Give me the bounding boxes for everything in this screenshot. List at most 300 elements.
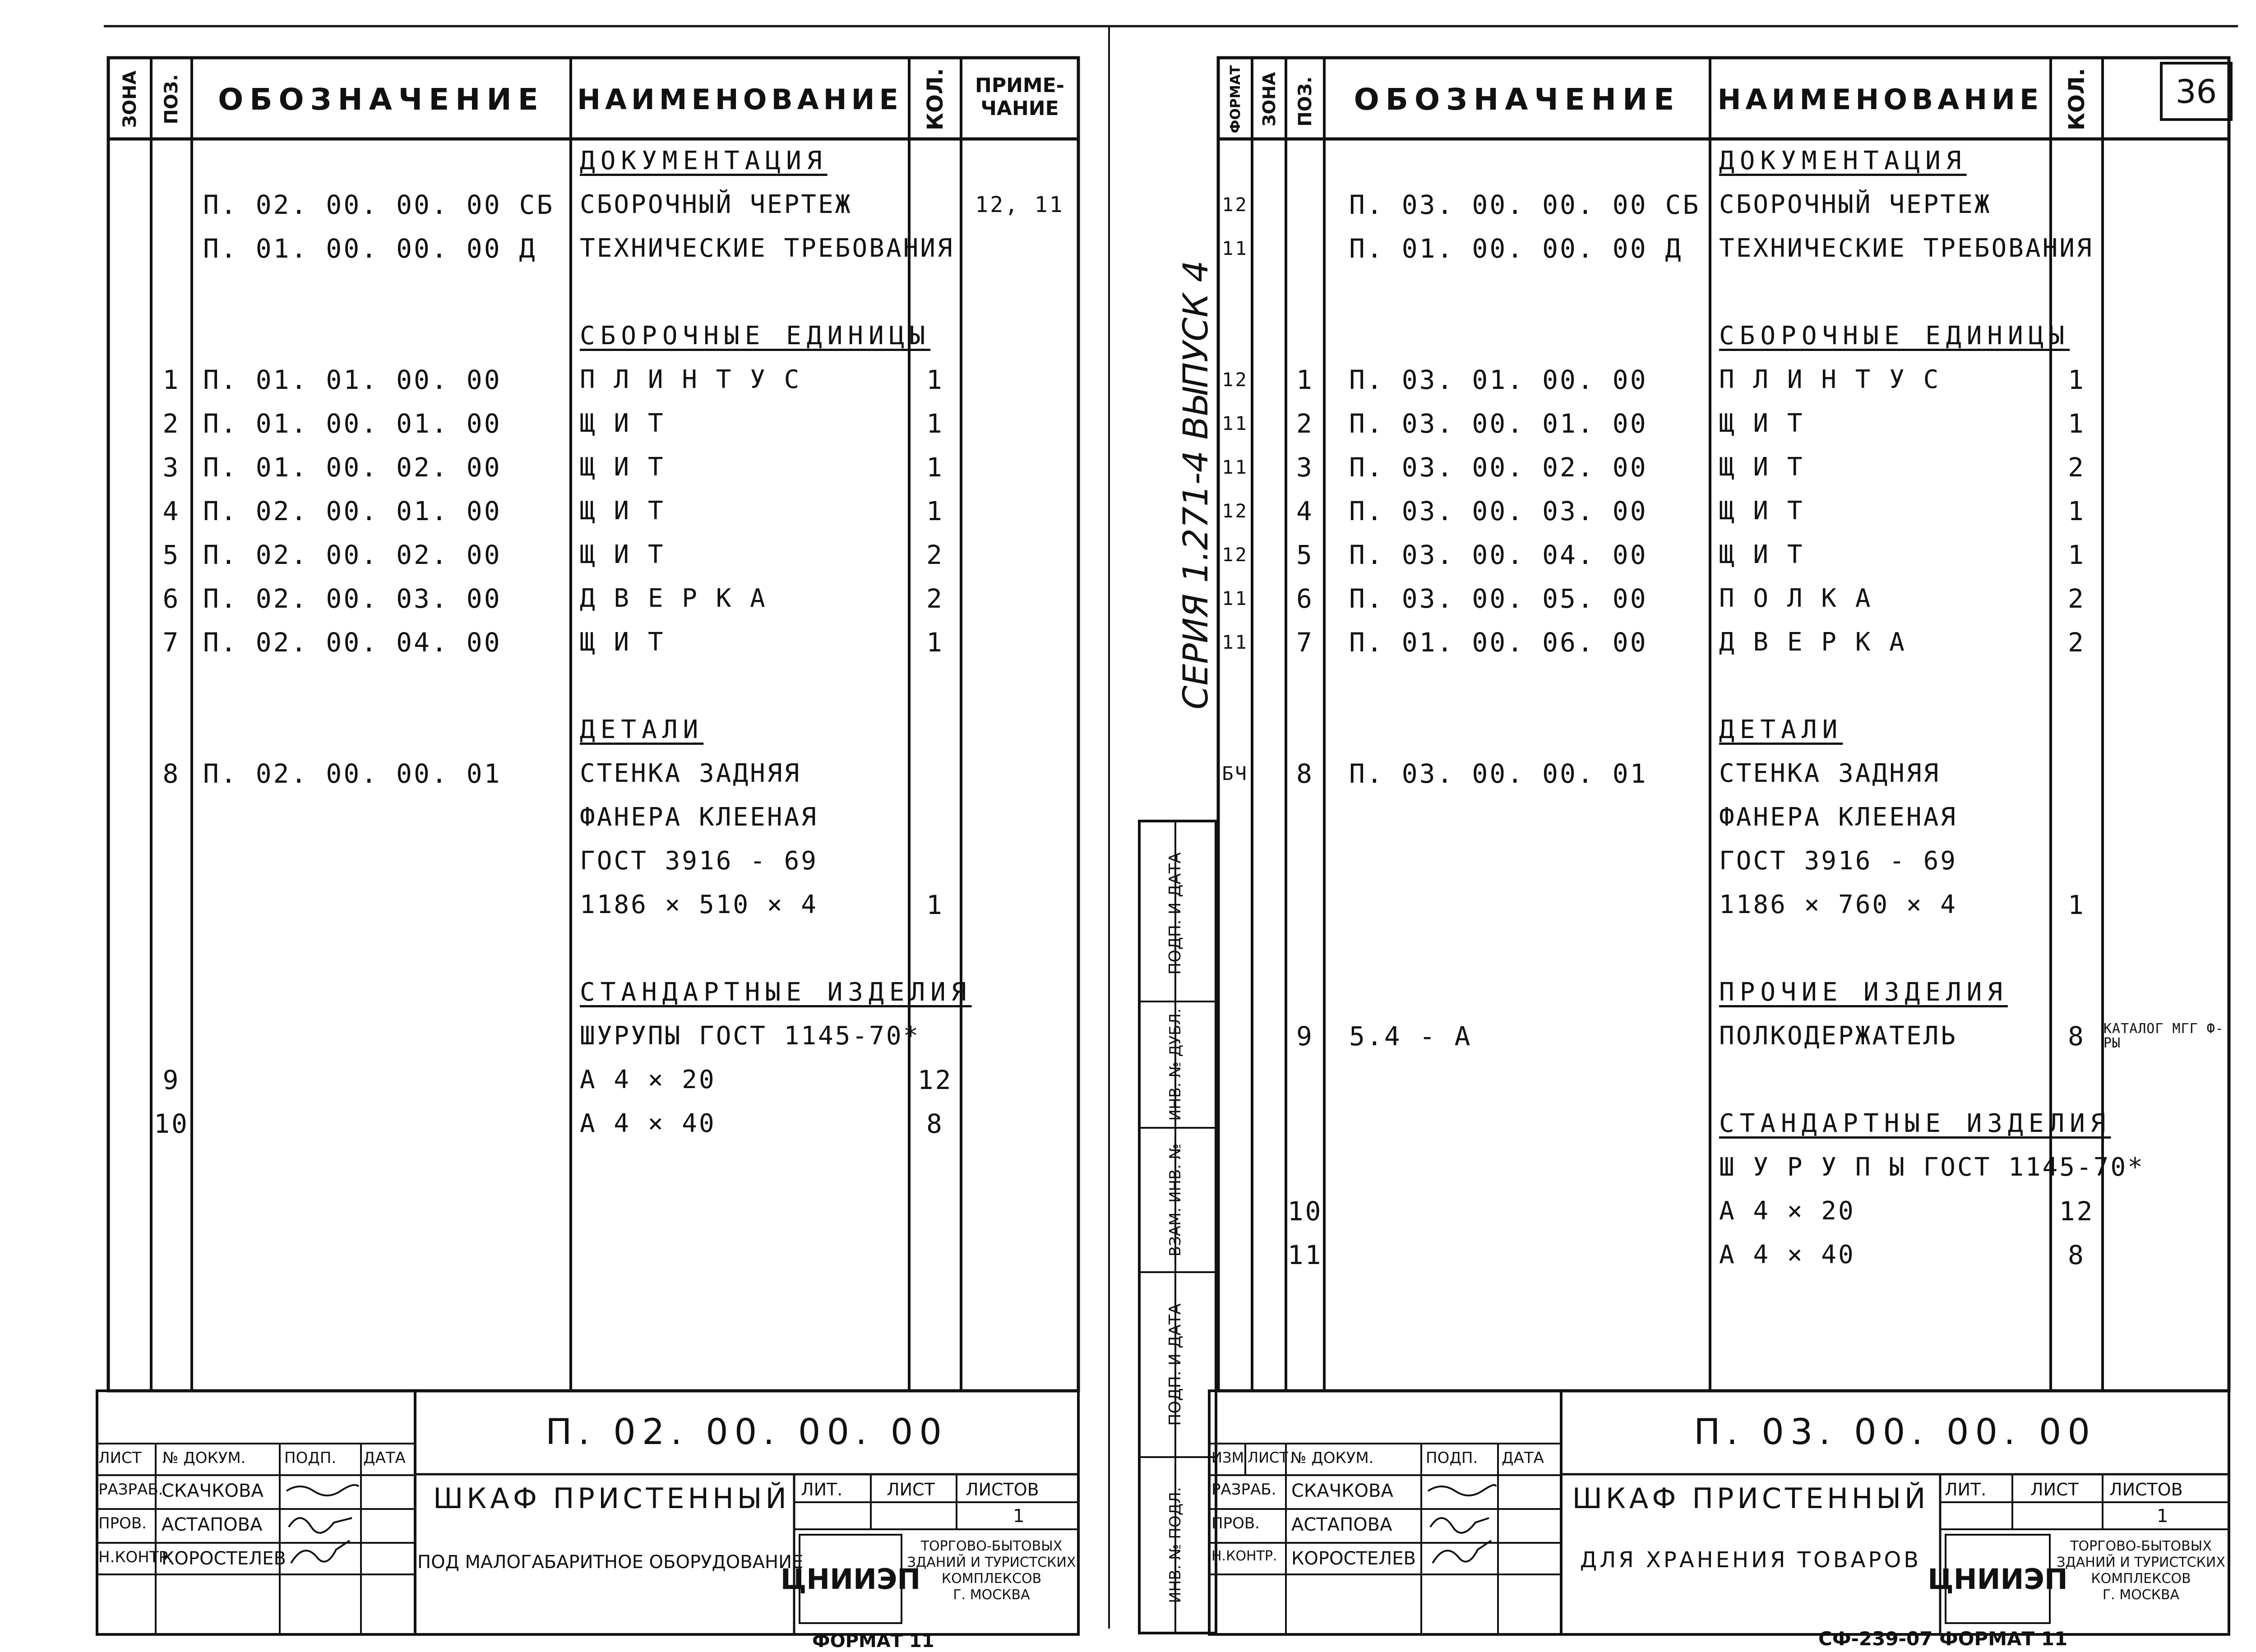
table-row [0,1014,2256,1058]
cell-name: Д В Е Р К А [580,584,767,613]
cell-qty [2051,1058,2103,1102]
cell-pos [1286,226,1324,270]
cell-qty: 1 [926,408,944,439]
cell-name: П Л И Н Т У С [1719,365,1941,394]
cell-fmt [1218,708,1252,752]
cell-note [2103,1233,2228,1277]
left-subtitle: ПОД МАЛОГАБАРИТНОЕ ОБОРУДОВАНИЕ [417,1552,804,1573]
cell-qty [2051,795,2103,839]
cell-des [1349,664,1706,708]
cell-fmt [1218,314,1252,358]
cell-fmt: 11 [1222,412,1248,434]
left-sheets-value: 1 [1013,1506,1025,1527]
right-subtitle: ДЛЯ ХРАНЕНИЯ ТОВАРОВ [1580,1547,1922,1573]
right-org-line-3: КОМПЛЕКСОВ [2091,1571,2191,1587]
cell-des: П. 01. 00. 06. 00 [1349,627,1648,658]
cell-note [2103,839,2228,883]
header-name-right: НАИМЕНОВАНИЕ [1717,83,2043,116]
cell-fmt [1218,1189,1252,1233]
cell-fmt [1218,839,1252,883]
cell-des [1349,1233,1706,1277]
right-signatures [1424,1477,1496,1577]
left-role-2: ПРОВ. [98,1514,147,1532]
header-pos-right: ПОЗ. [1295,76,1316,127]
table-row [0,752,2256,795]
cell-qty [2051,752,2103,795]
left-org-line-3: КОМПЛЕКСОВ [941,1571,1042,1587]
stamp-inv-podl: ИНВ. № ПОДЛ. [1166,1487,1184,1603]
cell-qty: 1 [2068,495,2085,526]
cell-qty: 1 [2068,364,2085,395]
right-h-date: ДАТА [1502,1449,1544,1467]
left-format: ФОРМАТ 11 [812,1631,934,1652]
cell-pos [1286,795,1324,839]
left-name-3: КОРОСТЕЛЕВ [162,1548,286,1569]
cell-des: П. 02. 00. 04. 00 [203,627,502,658]
cell-name: А 4 × 40 [580,1109,716,1138]
right-lit: ЛИТ. [1945,1480,1987,1500]
cell-pos: 2 [1296,408,1314,439]
cell-note [2103,664,2228,708]
right-name-1: СКАЧКОВА [1291,1481,1393,1501]
table-row [0,358,2256,401]
cell-pos: 10 [1287,1195,1323,1227]
cell-name: П Л И Н Т У С [580,365,801,394]
cell-name: СТЕНКА ЗАДНЯЯ [580,759,801,788]
cell-name: А 4 × 20 [580,1065,716,1094]
cell-name: СТЕНКА ЗАДНЯЯ [1719,759,1941,788]
cell-pos: 3 [1296,452,1314,483]
cell-fmt [1218,883,1252,927]
table-row [0,795,2256,839]
cell-fmt [1218,1145,1252,1189]
header-qty-right: КОЛ. [2064,68,2090,131]
header-zone: ЗОНА [120,70,140,128]
cell-note [2103,620,2228,664]
cell-name: ТЕХНИЧЕСКИЕ ТРЕБОВАНИЯ [1719,234,2094,263]
cell-des [1349,1145,1706,1189]
cell-des [1349,839,1706,883]
cell-qty [2051,708,2103,752]
left-doc-code: П. 02. 00. 00. 00 [545,1412,948,1453]
cell-pos [1286,664,1324,708]
cell-des: П. 03. 00. 05. 00 [1349,583,1648,614]
cell-name: СТАНДАРТНЫЕ ИЗДЕЛИЯ [580,978,972,1007]
cell-name: СТАНДАРТНЫЕ ИЗДЕЛИЯ [1719,1109,2111,1138]
cell-qty: 8 [2068,1239,2085,1270]
left-name-2: АСТАПОВА [162,1514,263,1535]
table-row [0,1102,2256,1145]
cell-name: Щ И Т [1719,409,1804,438]
cell-note [2103,927,2228,970]
table-row [0,708,2256,752]
header-pos: ПОЗ. [161,74,182,125]
cell-note [2103,795,2228,839]
right-role-2: ПРОВ. [1211,1514,1260,1532]
header-name: НАИМЕНОВАНИЕ [577,83,903,116]
cell-qty: 1 [2068,408,2085,439]
right-org-line-1: ТОРГОВО-БЫТОВЫХ [2070,1538,2212,1554]
cell-pos: 3 [162,452,180,483]
stamp-vzam-inv: ВЗАМ. ИНВ. № [1166,1143,1184,1257]
cell-note [2103,1145,2228,1189]
cell-pos [1286,1102,1324,1145]
cell-fmt [1218,270,1252,314]
table-row [0,577,2256,620]
cell-des: П. 02. 00. 03. 00 [203,583,502,614]
cell-pos [1286,314,1324,358]
cell-pos: 4 [1296,495,1314,526]
cell-name [1719,270,2051,314]
header-qty: КОЛ. [923,68,948,131]
right-name-2: АСТАПОВА [1291,1514,1392,1535]
table-row [0,489,2256,533]
cell-pos: 4 [162,495,180,526]
left-org-text [907,1538,1076,1603]
cell-qty: 2 [926,539,944,570]
right-sheets: ЛИСТОВ [2109,1480,2183,1500]
cell-name [1719,664,2051,708]
right-h-list: ЛИСТ [1248,1449,1288,1466]
page-number: 36 [2175,72,2217,111]
cell-qty: 12 [2059,1195,2094,1227]
left-role-3: Н.КОНТР. [98,1548,173,1566]
cell-qty [2051,183,2103,226]
cell-fmt: 11 [1222,456,1248,478]
cell-pos: 5 [162,539,180,570]
right-role-3: Н.КОНТР. [1211,1548,1277,1564]
cell-name: СБОРОЧНЫЙ ЧЕРТЕЖ [1719,190,1992,219]
stamp-sign-date-2: ПОДП. И ДАТА [1166,1303,1184,1426]
cell-note [2103,270,2228,314]
cell-des: П. 01. 01. 00. 00 [203,364,502,395]
cell-pos: 2 [162,408,180,439]
cell-name: Щ И Т [1719,452,1804,482]
stamp-inv-dubl: ИНВ. № ДУБЛ. [1166,1008,1184,1121]
cell-fmt: БЧ [1222,762,1248,784]
left-h-sign: ПОДП. [284,1449,337,1467]
cell-des [1349,139,1706,183]
cell-fmt: 11 [1222,631,1248,653]
header-note-line1: ПРИМЕ- [975,74,1064,97]
cell-qty: 12 [917,1064,953,1095]
cell-qty [2051,1102,2103,1145]
cell-name: Щ И Т [580,540,665,569]
cell-des [1349,314,1706,358]
cell-des [1349,708,1706,752]
right-h-izm: ИЗМ [1211,1449,1244,1466]
cell-name [1719,927,2051,970]
cell-qty: 2 [2068,627,2085,658]
stamp-sign-date-1: ПОДП. И ДАТА [1166,852,1184,975]
right-org-line-4: Г. МОСКВА [2102,1587,2180,1603]
cell-des: П. 02. 00. 02. 00 [203,539,502,570]
cell-qty: 1 [926,889,944,920]
cell-pos: 9 [162,1064,180,1095]
left-org-line-1: ТОРГОВО-БЫТОВЫХ [920,1538,1063,1554]
cell-qty: 2 [2068,452,2085,483]
cell-qty: 8 [926,1108,944,1139]
cell-name: А 4 × 20 [1719,1196,1855,1226]
cell-note [2103,577,2228,620]
cell-fmt: 12 [1222,544,1248,566]
cell-des: П. 03. 00. 00. 01 [1349,758,1648,789]
cell-des: 5.4 - А [1349,1020,1472,1052]
right-title: ШКАФ ПРИСТЕННЫЙ [1572,1482,1929,1515]
cell-name: 1186 × 760 × 4 [1719,890,1958,919]
table-row [0,314,2256,358]
cell-qty: 1 [926,452,944,483]
header-note [961,59,1078,135]
cell-qty: 1 [926,495,944,526]
cell-note [2103,139,2228,183]
cell-pos: 6 [162,583,180,614]
cell-fmt [1218,927,1252,970]
left-h-ndoc: № ДОКУМ. [162,1449,246,1467]
cell-fmt [1218,1014,1252,1058]
cell-qty: 1 [926,627,944,658]
cell-name: П О Л К А [1719,584,1872,613]
table-row [0,445,2256,489]
cell-note [2103,1189,2228,1233]
cell-pos: 9 [1296,1020,1314,1052]
cell-des: П. 01. 00. 00. 00 Д [203,233,537,264]
cell-des [1349,927,1706,970]
cell-pos [1286,1145,1324,1189]
cell-name: 1186 × 510 × 4 [580,890,818,919]
cell-fmt [1218,1058,1252,1102]
cell-fmt: 11 [1222,587,1248,609]
cell-des: П. 03. 00. 03. 00 [1349,495,1648,526]
cell-note [2103,970,2228,1014]
right-h-sign: ПОДП. [1426,1449,1478,1467]
table-row [0,183,2256,226]
cell-name [1719,1058,2051,1102]
cell-name: Ш У Р У П Ы ГОСТ 1145-70* [1719,1153,2145,1182]
right-doc-code: П. 03. 00. 00. 00 [1693,1412,2096,1453]
cell-pos: 10 [154,1108,189,1139]
cell-name: Д В Е Р К А [1719,628,1906,657]
cell-name: ГОСТ 3916 - 69 [580,846,818,876]
left-name-1: СКАЧКОВА [162,1481,264,1501]
cell-name: ФАНЕРА КЛЕЕНАЯ [580,803,818,832]
cell-pos [1286,1058,1324,1102]
cell-name: СБОРОЧНЫЙ ЧЕРТЕЖ [580,190,852,219]
right-org-text [2055,1538,2227,1603]
cell-qty: 1 [2068,539,2085,570]
right-format: СФ-239-07 ФОРМАТ 11 [1818,1628,2068,1650]
cell-des [1349,1058,1706,1102]
cell-pos [1286,270,1324,314]
cell-des: П. 02. 00. 00. 00 СБ [203,189,555,220]
left-title: ШКАФ ПРИСТЕННЫЙ [433,1482,790,1515]
cell-des: П. 02. 00. 01. 00 [203,495,502,526]
left-sheet: ЛИСТ [887,1480,935,1500]
cell-qty: 1 [926,364,944,395]
cell-des [1349,270,1706,314]
left-org-logo: ЦНИИЭП [799,1534,902,1624]
cell-name: Щ И Т [580,628,665,657]
table-row [0,970,2256,1014]
cell-pos [1286,708,1324,752]
cell-des [1349,1189,1706,1233]
cell-name: ГОСТ 3916 - 69 [1719,846,1958,876]
left-h-list: ЛИСТ [98,1449,142,1467]
cell-fmt [1218,664,1252,708]
cell-note [2103,883,2228,927]
cell-name: СБОРОЧНЫЕ ЕДИНИЦЫ [1719,321,2070,351]
cell-pos: 6 [1296,583,1314,614]
cell-name: Щ И Т [1719,496,1804,526]
cell-des [1349,883,1706,927]
cell-des: П. 01. 00. 01. 00 [203,408,502,439]
table-row [0,533,2256,577]
table-row [0,1145,2256,1189]
cell-note [2103,314,2228,358]
left-role-1: РАЗРАБ. [98,1481,163,1499]
cell-name: Щ И Т [580,452,665,482]
cell-name: СБОРОЧНЫЕ ЕДИНИЦЫ [580,321,931,351]
cell-pos [1286,839,1324,883]
cell-name: Щ И Т [580,496,665,526]
cell-des [1349,795,1706,839]
cell-note [2103,752,2228,795]
cell-qty [2051,314,2103,358]
cell-name: ДОКУМЕНТАЦИЯ [1719,146,1967,175]
table-row [0,839,2256,883]
left-h-date: ДАТА [363,1449,406,1467]
table-row [0,620,2256,664]
cell-name: ПОЛКОДЕРЖАТЕЛЬ [1719,1021,1958,1051]
cell-fmt [1218,970,1252,1014]
cell-name: ДЕТАЛИ [1719,715,1843,744]
cell-qty [2051,970,2103,1014]
cell-qty: 2 [2068,583,2085,614]
cell-fmt [1218,1233,1252,1277]
cell-des: П. 03. 00. 04. 00 [1349,539,1648,570]
cell-pos [1286,927,1324,970]
left-sheets: ЛИСТОВ [966,1480,1039,1500]
cell-qty [2051,139,2103,183]
cell-qty: 2 [926,583,944,614]
cell-pos [1286,139,1324,183]
cell-name: Щ И Т [580,409,665,438]
table-row [0,226,2256,270]
table-row [0,664,2256,708]
header-format: ФОРМАТ [1227,65,1244,134]
cell-des: П. 01. 00. 00. 00 Д [1349,233,1683,264]
table-row [0,1058,2256,1102]
cell-note [2103,1058,2228,1102]
cell-name: ПРОЧИЕ ИЗДЕЛИЯ [1719,978,2008,1007]
right-name-3: КОРОСТЕЛЕВ [1291,1548,1416,1569]
cell-fmt: 12 [1222,194,1248,216]
table-row [0,927,2256,970]
right-sheet: ЛИСТ [2030,1480,2079,1500]
left-org-line-4: Г. МОСКВА [953,1587,1030,1603]
cell-qty [2051,226,2103,270]
cell-des [1349,1102,1706,1145]
cell-pos: 8 [162,758,180,789]
cell-name: ФАНЕРА КЛЕЕНАЯ [1719,803,1958,832]
cell-qty [2051,839,2103,883]
cell-fmt [1218,139,1252,183]
cell-pos: 11 [1287,1239,1323,1270]
cell-des: П. 03. 00. 02. 00 [1349,452,1648,483]
cell-des: П. 02. 00. 00. 01 [203,758,502,789]
cell-fmt: 11 [1222,237,1248,259]
left-org-line-2: ЗДАНИЙ И ТУРИСТСКИХ [907,1555,1076,1570]
cell-name: А 4 × 40 [1719,1240,1855,1269]
cell-des: П. 03. 01. 00. 00 [1349,364,1648,395]
left-lit: ЛИТ. [801,1480,843,1500]
cell-pos [1286,183,1324,226]
table-row [0,1189,2256,1233]
left-signatures [282,1477,359,1577]
right-sheets-value: 1 [2157,1506,2168,1527]
cell-pos: 5 [1296,539,1314,570]
right-org-line-2: ЗДАНИЙ И ТУРИСТСКИХ [2057,1555,2225,1570]
cell-pos: 8 [1296,758,1314,789]
table-row [0,883,2256,927]
cell-note [2103,226,2228,270]
cell-qty [2051,270,2103,314]
cell-des: П. 03. 00. 00. 00 СБ [1349,189,1701,220]
cell-note [2103,358,2228,401]
cell-note [2103,445,2228,489]
header-note-line2: ЧАНИЕ [980,97,1059,120]
header-designation-right: ОБОЗНАЧЕНИЕ [1354,82,1681,117]
header-zone-right: ЗОНА [1259,72,1279,127]
series-label: СЕРИЯ 1.271-4 ВЫПУСК 4 [1175,260,1216,710]
right-org-logo: ЦНИИЭП [1945,1534,2051,1624]
right-h-ndoc: № ДОКУМ. [1290,1449,1374,1467]
header-designation: ОБОЗНАЧЕНИЕ [218,82,545,117]
table-row [0,401,2256,445]
cell-name: ШУРУПЫ ГОСТ 1145-70* [580,1021,920,1051]
cell-pos: 7 [162,627,180,658]
cell-name: ТЕХНИЧЕСКИЕ ТРЕБОВАНИЯ [580,234,954,263]
cell-name: ДЕТАЛИ [580,715,704,744]
cell-qty: 1 [2068,889,2085,920]
cell-note [2103,183,2228,226]
table-row [0,1233,2256,1277]
cell-pos [1286,970,1324,1014]
cell-note: КАТАЛОГ МГГ Ф-РЫ [2103,1020,2224,1051]
cell-fmt [1218,1102,1252,1145]
cell-des: П. 03. 00. 01. 00 [1349,408,1648,439]
cell-des [1349,970,1706,1014]
cell-qty [2051,1145,2103,1189]
cell-note [2103,708,2228,752]
cell-qty [2051,927,2103,970]
cell-note [2103,489,2228,533]
cell-fmt [1218,795,1252,839]
cell-des: П. 01. 00. 02. 00 [203,452,502,483]
cell-pos: 7 [1296,627,1314,658]
cell-name: ДОКУМЕНТАЦИЯ [580,146,828,175]
cell-pos: 1 [1296,364,1314,395]
table-row [0,270,2256,314]
cell-note [2103,533,2228,577]
cell-pos [1286,883,1324,927]
cell-name: Щ И Т [1719,540,1804,569]
cell-fmt: 12 [1222,500,1248,522]
cell-fmt: 12 [1222,369,1248,391]
table-row [0,139,2256,183]
cell-pos: 1 [162,364,180,395]
right-role-1: РАЗРАБ. [1211,1481,1276,1499]
